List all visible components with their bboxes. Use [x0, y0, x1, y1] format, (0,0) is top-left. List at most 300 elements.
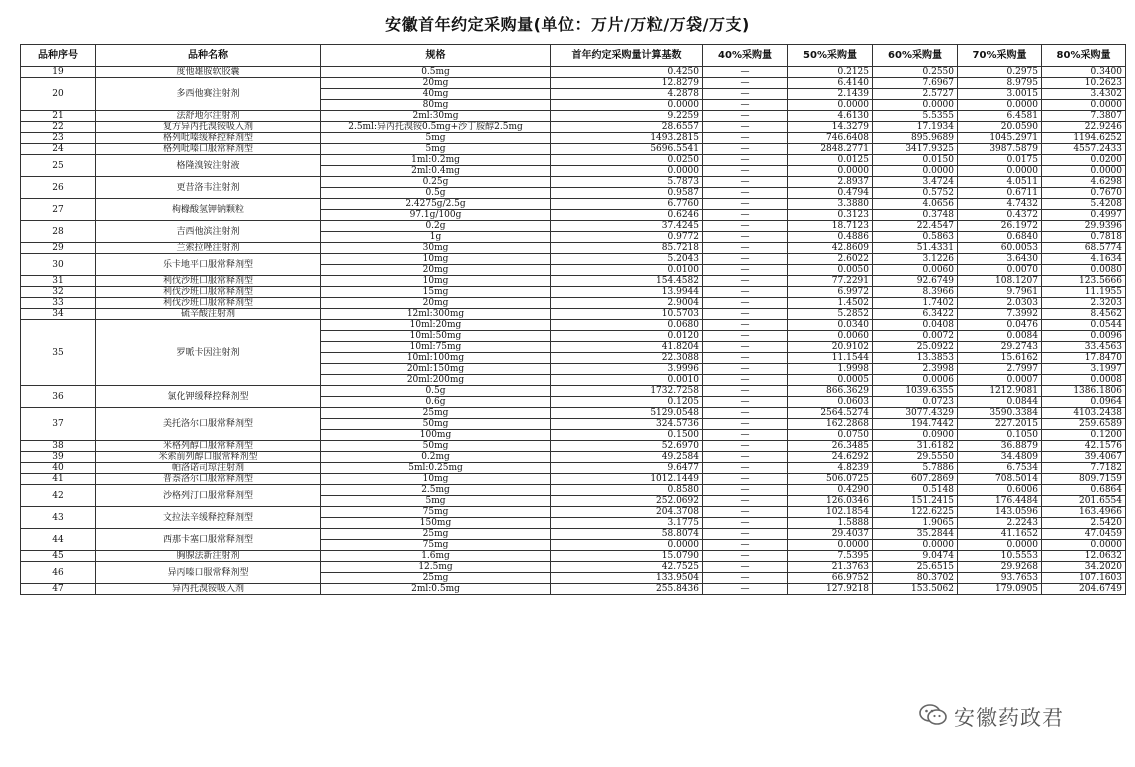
pct70-cell: 93.7653 [958, 573, 1042, 584]
pct80-cell: 0.0000 [1042, 100, 1126, 111]
spec-cell: 5ml:0.25mg [321, 463, 551, 474]
pct80-cell: 4.6298 [1042, 177, 1126, 188]
pct60-cell: 0.0060 [873, 265, 958, 276]
pct50-cell: 2.6022 [788, 254, 873, 265]
item-number: 38 [21, 441, 96, 452]
pct70-cell: 0.6006 [958, 485, 1042, 496]
header-cell: 首年约定采购量计算基数 [551, 45, 703, 67]
pct80-cell: 7.7182 [1042, 463, 1126, 474]
spec-cell: 2ml:30mg [321, 111, 551, 122]
pct50-cell: 506.0725 [788, 474, 873, 485]
spec-cell: 2ml:0.5mg [321, 584, 551, 595]
pct70-cell: 4.0511 [958, 177, 1042, 188]
drug-name: 利伐沙班口服常释剂型 [96, 298, 321, 309]
pct40-cell: — [703, 298, 788, 309]
table-row [21, 386, 1126, 397]
pct60-cell: 194.7442 [873, 419, 958, 430]
table-row [21, 441, 1126, 452]
table-row [21, 243, 1126, 254]
drug-name: 法舒地尔注射剂 [96, 111, 321, 122]
pct60-cell: 4.0656 [873, 199, 958, 210]
pct70-cell: 3987.5879 [958, 144, 1042, 155]
pct70-cell: 176.4484 [958, 496, 1042, 507]
pct70-cell: 708.5014 [958, 474, 1042, 485]
pct40-cell: — [703, 243, 788, 254]
pct40-cell: — [703, 452, 788, 463]
pct70-cell: 0.0000 [958, 166, 1042, 177]
base-quantity-cell: 0.0120 [551, 331, 703, 342]
pct50-cell: 0.0000 [788, 540, 873, 551]
pct50-cell: 2.8937 [788, 177, 873, 188]
pct40-cell: — [703, 342, 788, 353]
pct60-cell: 1039.6355 [873, 386, 958, 397]
pct60-cell: 0.5752 [873, 188, 958, 199]
spec-cell: 0.2mg [321, 452, 551, 463]
spec-cell: 80mg [321, 100, 551, 111]
spec-cell: 25mg [321, 573, 551, 584]
drug-name: 更昔洛韦注射剂 [96, 177, 321, 199]
header-cell: 60%采购量 [873, 45, 958, 67]
spec-cell: 12.5mg [321, 562, 551, 573]
spec-cell: 5mg [321, 133, 551, 144]
pct40-cell: — [703, 166, 788, 177]
table-row [21, 287, 1126, 298]
pct50-cell: 2564.5274 [788, 408, 873, 419]
pct50-cell: 1.4502 [788, 298, 873, 309]
spec-cell: 40mg [321, 89, 551, 100]
pct60-cell: 122.6225 [873, 507, 958, 518]
pct50-cell: 127.9218 [788, 584, 873, 595]
pct70-cell: 0.0175 [958, 155, 1042, 166]
pct80-cell: 7.3807 [1042, 111, 1126, 122]
base-quantity-cell: 5696.5541 [551, 144, 703, 155]
pct80-cell: 17.8470 [1042, 353, 1126, 364]
pct60-cell: 0.0900 [873, 430, 958, 441]
pct80-cell: 0.0200 [1042, 155, 1126, 166]
item-number: 26 [21, 177, 96, 199]
pct50-cell: 77.2291 [788, 276, 873, 287]
pct50-cell: 866.3629 [788, 386, 873, 397]
header-cell: 品种序号 [21, 45, 96, 67]
pct50-cell: 26.3485 [788, 441, 873, 452]
spec-cell: 20mg [321, 298, 551, 309]
table-row [21, 254, 1126, 265]
pct40-cell: — [703, 177, 788, 188]
pct70-cell: 2.7997 [958, 364, 1042, 375]
pct70-cell: 179.0905 [958, 584, 1042, 595]
base-quantity-cell: 49.2584 [551, 452, 703, 463]
pct50-cell: 0.0750 [788, 430, 873, 441]
pct80-cell: 34.2020 [1042, 562, 1126, 573]
pct80-cell: 0.7670 [1042, 188, 1126, 199]
spec-cell: 0.2g [321, 221, 551, 232]
base-quantity-cell: 2.9004 [551, 298, 703, 309]
procurement-table [20, 44, 1126, 595]
spec-cell: 2.4275g/2.5g [321, 199, 551, 210]
item-number: 32 [21, 287, 96, 298]
pct70-cell: 0.0844 [958, 397, 1042, 408]
pct40-cell: — [703, 386, 788, 397]
pct40-cell: — [703, 430, 788, 441]
pct60-cell: 3417.9325 [873, 144, 958, 155]
spec-cell: 25mg [321, 529, 551, 540]
pct60-cell: 895.9689 [873, 133, 958, 144]
pct80-cell: 33.4563 [1042, 342, 1126, 353]
spec-cell: 20mg [321, 265, 551, 276]
base-quantity-cell: 0.0000 [551, 166, 703, 177]
pct40-cell: — [703, 78, 788, 89]
pct60-cell: 0.0408 [873, 320, 958, 331]
pct40-cell: — [703, 518, 788, 529]
table-row [21, 309, 1126, 320]
item-number: 47 [21, 584, 96, 595]
pct50-cell: 102.1854 [788, 507, 873, 518]
pct50-cell: 746.6408 [788, 133, 873, 144]
pct60-cell: 0.0723 [873, 397, 958, 408]
spec-cell: 20mg [321, 78, 551, 89]
pct70-cell: 108.1207 [958, 276, 1042, 287]
table-row [21, 507, 1126, 518]
header-row [21, 45, 1126, 67]
pct70-cell: 41.1652 [958, 529, 1042, 540]
spec-cell: 10mg [321, 254, 551, 265]
pct40-cell: — [703, 441, 788, 452]
pct70-cell: 26.1972 [958, 221, 1042, 232]
pct40-cell: — [703, 89, 788, 100]
pct40-cell: — [703, 408, 788, 419]
pct80-cell: 39.4067 [1042, 452, 1126, 463]
pct60-cell: 151.2415 [873, 496, 958, 507]
drug-name: 乐卡地平口服常释剂型 [96, 254, 321, 276]
pct40-cell: — [703, 188, 788, 199]
pct40-cell: — [703, 199, 788, 210]
pct40-cell: — [703, 584, 788, 595]
table-row [21, 111, 1126, 122]
drug-name: 帕洛诺司琼注射剂 [96, 463, 321, 474]
pct80-cell: 0.6864 [1042, 485, 1126, 496]
item-number: 41 [21, 474, 96, 485]
pct70-cell: 36.8879 [958, 441, 1042, 452]
table-row [21, 320, 1126, 331]
pct40-cell: — [703, 562, 788, 573]
base-quantity-cell: 42.7525 [551, 562, 703, 573]
drug-name: 格列吡嗪口服常释剂型 [96, 144, 321, 155]
pct80-cell: 5.4208 [1042, 199, 1126, 210]
pct40-cell: — [703, 320, 788, 331]
pct60-cell: 17.1934 [873, 122, 958, 133]
pct40-cell: — [703, 67, 788, 78]
header-cell: 50%采购量 [788, 45, 873, 67]
pct50-cell: 0.0050 [788, 265, 873, 276]
pct60-cell: 25.6515 [873, 562, 958, 573]
drug-name: 沙格列汀口服常释剂型 [96, 485, 321, 507]
pct60-cell: 153.5062 [873, 584, 958, 595]
spec-cell: 75mg [321, 507, 551, 518]
base-quantity-cell: 15.0790 [551, 551, 703, 562]
pct50-cell: 6.9972 [788, 287, 873, 298]
pct60-cell: 6.3422 [873, 309, 958, 320]
pct40-cell: — [703, 540, 788, 551]
pct80-cell: 204.6749 [1042, 584, 1126, 595]
pct40-cell: — [703, 111, 788, 122]
table-row [21, 463, 1126, 474]
pct80-cell: 10.2623 [1042, 78, 1126, 89]
item-number: 28 [21, 221, 96, 243]
pct80-cell: 4557.2433 [1042, 144, 1126, 155]
pct80-cell: 0.3400 [1042, 67, 1126, 78]
item-number: 20 [21, 78, 96, 111]
pct50-cell: 126.0346 [788, 496, 873, 507]
item-number: 37 [21, 408, 96, 441]
pct40-cell: — [703, 232, 788, 243]
pct40-cell: — [703, 254, 788, 265]
pct40-cell: — [703, 331, 788, 342]
pct40-cell: — [703, 496, 788, 507]
pct70-cell: 6.4581 [958, 111, 1042, 122]
pct80-cell: 1194.6252 [1042, 133, 1126, 144]
pct70-cell: 34.4809 [958, 452, 1042, 463]
pct70-cell: 8.9795 [958, 78, 1042, 89]
pct70-cell: 1045.2971 [958, 133, 1042, 144]
table-row [21, 551, 1126, 562]
item-number: 36 [21, 386, 96, 408]
pct40-cell: — [703, 144, 788, 155]
pct50-cell: 0.0340 [788, 320, 873, 331]
pct70-cell: 3.0015 [958, 89, 1042, 100]
base-quantity-cell: 10.5703 [551, 309, 703, 320]
pct80-cell: 0.1200 [1042, 430, 1126, 441]
table-row [21, 529, 1126, 540]
item-number: 23 [21, 133, 96, 144]
base-quantity-cell: 6.7760 [551, 199, 703, 210]
pct70-cell: 0.0000 [958, 540, 1042, 551]
base-quantity-cell: 133.9504 [551, 573, 703, 584]
base-quantity-cell: 255.8436 [551, 584, 703, 595]
pct70-cell: 227.2015 [958, 419, 1042, 430]
pct60-cell: 0.0150 [873, 155, 958, 166]
base-quantity-cell: 324.5736 [551, 419, 703, 430]
spec-cell: 20ml:150mg [321, 364, 551, 375]
spec-cell: 150mg [321, 518, 551, 529]
pct50-cell: 0.0000 [788, 100, 873, 111]
base-quantity-cell: 5.2043 [551, 254, 703, 265]
page-title: 安徽首年约定采购量(单位：万片/万粒/万袋/万支) [385, 15, 750, 34]
spec-cell: 2.5mg [321, 485, 551, 496]
base-quantity-cell: 1732.7258 [551, 386, 703, 397]
base-quantity-cell: 28.6557 [551, 122, 703, 133]
pct80-cell: 0.0008 [1042, 375, 1126, 386]
pct70-cell: 3.6430 [958, 254, 1042, 265]
drug-name: 异丙托溴铵吸入剂 [96, 584, 321, 595]
pct60-cell: 13.3853 [873, 353, 958, 364]
item-number: 30 [21, 254, 96, 276]
drug-name: 胸腺法新注射剂 [96, 551, 321, 562]
pct70-cell: 6.7534 [958, 463, 1042, 474]
drug-name: 度他雄胺软胶囊 [96, 67, 321, 78]
pct80-cell: 12.0632 [1042, 551, 1126, 562]
pct60-cell: 8.3966 [873, 287, 958, 298]
spec-cell: 20ml:200mg [321, 375, 551, 386]
table-row [21, 67, 1126, 78]
pct40-cell: — [703, 419, 788, 430]
spec-cell: 75mg [321, 540, 551, 551]
spec-cell: 10ml:100mg [321, 353, 551, 364]
pct60-cell: 25.0922 [873, 342, 958, 353]
pct80-cell: 1386.1806 [1042, 386, 1126, 397]
pct80-cell: 123.5666 [1042, 276, 1126, 287]
pct40-cell: — [703, 287, 788, 298]
pct50-cell: 0.0603 [788, 397, 873, 408]
item-number: 22 [21, 122, 96, 133]
base-quantity-cell: 4.2878 [551, 89, 703, 100]
pct40-cell: — [703, 210, 788, 221]
pct40-cell: — [703, 551, 788, 562]
pct40-cell: — [703, 265, 788, 276]
spec-cell: 1g [321, 232, 551, 243]
pct40-cell: — [703, 353, 788, 364]
base-quantity-cell: 1493.2815 [551, 133, 703, 144]
item-number: 31 [21, 276, 96, 287]
base-quantity-cell: 154.4582 [551, 276, 703, 287]
drug-name: 多西他赛注射剂 [96, 78, 321, 111]
pct70-cell: 0.6840 [958, 232, 1042, 243]
pct50-cell: 66.9752 [788, 573, 873, 584]
pct70-cell: 29.2743 [958, 342, 1042, 353]
pct80-cell: 29.9396 [1042, 221, 1126, 232]
spec-cell: 15mg [321, 287, 551, 298]
item-number: 42 [21, 485, 96, 507]
pct70-cell: 2.2243 [958, 518, 1042, 529]
pct60-cell: 0.0006 [873, 375, 958, 386]
base-quantity-cell: 0.0100 [551, 265, 703, 276]
spec-cell: 0.6g [321, 397, 551, 408]
pct50-cell: 3.3880 [788, 199, 873, 210]
base-quantity-cell: 0.0250 [551, 155, 703, 166]
pct70-cell: 10.5553 [958, 551, 1042, 562]
pct80-cell: 2.5420 [1042, 518, 1126, 529]
item-number: 40 [21, 463, 96, 474]
base-quantity-cell: 52.6970 [551, 441, 703, 452]
pct50-cell: 0.2125 [788, 67, 873, 78]
pct40-cell: — [703, 100, 788, 111]
spec-cell: 50mg [321, 441, 551, 452]
drug-name: 米格列醇口服常释剂型 [96, 441, 321, 452]
drug-name: 异丙嗪口服常释剂型 [96, 562, 321, 584]
pct80-cell: 2.3203 [1042, 298, 1126, 309]
table-row [21, 584, 1126, 595]
table-row [21, 408, 1126, 419]
drug-name: 吉西他滨注射剂 [96, 221, 321, 243]
spec-cell: 25mg [321, 408, 551, 419]
drug-name: 枸橼酸氢钾钠颗粒 [96, 199, 321, 221]
header-cell: 40%采购量 [703, 45, 788, 67]
item-number: 39 [21, 452, 96, 463]
spec-cell: 2.5ml:异丙托溴铵0.5mg+沙丁胺醇2.5mg [321, 122, 551, 133]
pct50-cell: 0.0000 [788, 166, 873, 177]
base-quantity-cell: 58.8074 [551, 529, 703, 540]
pct80-cell: 68.5774 [1042, 243, 1126, 254]
table-row [21, 78, 1126, 89]
pct80-cell: 259.6589 [1042, 419, 1126, 430]
header-cell: 品种名称 [96, 45, 321, 67]
pct50-cell: 21.3763 [788, 562, 873, 573]
pct60-cell: 1.7402 [873, 298, 958, 309]
item-number: 29 [21, 243, 96, 254]
pct50-cell: 0.0005 [788, 375, 873, 386]
base-quantity-cell: 5129.0548 [551, 408, 703, 419]
table-row [21, 452, 1126, 463]
pct70-cell: 29.9268 [958, 562, 1042, 573]
pct80-cell: 163.4966 [1042, 507, 1126, 518]
pct80-cell: 0.0000 [1042, 166, 1126, 177]
pct70-cell: 0.0007 [958, 375, 1042, 386]
item-number: 25 [21, 155, 96, 177]
pct70-cell: 0.1050 [958, 430, 1042, 441]
base-quantity-cell: 9.6477 [551, 463, 703, 474]
drug-name: 文拉法辛缓释控释剂型 [96, 507, 321, 529]
base-quantity-cell: 1012.1449 [551, 474, 703, 485]
pct80-cell: 8.4562 [1042, 309, 1126, 320]
drug-name: 利伐沙班口服常释剂型 [96, 287, 321, 298]
pct80-cell: 4.1634 [1042, 254, 1126, 265]
base-quantity-cell: 0.9772 [551, 232, 703, 243]
base-quantity-cell: 0.6246 [551, 210, 703, 221]
item-number: 43 [21, 507, 96, 529]
pct50-cell: 0.4794 [788, 188, 873, 199]
pct70-cell: 0.0070 [958, 265, 1042, 276]
pct40-cell: — [703, 397, 788, 408]
table-row [21, 298, 1126, 309]
pct40-cell: — [703, 375, 788, 386]
pct50-cell: 0.0125 [788, 155, 873, 166]
base-quantity-cell: 252.0692 [551, 496, 703, 507]
spec-cell: 0.25g [321, 177, 551, 188]
table-row [21, 144, 1126, 155]
table-row [21, 122, 1126, 133]
pct40-cell: — [703, 507, 788, 518]
pct60-cell: 0.5863 [873, 232, 958, 243]
pct70-cell: 9.7961 [958, 287, 1042, 298]
pct70-cell: 0.0476 [958, 320, 1042, 331]
table-row [21, 474, 1126, 485]
pct80-cell: 0.0964 [1042, 397, 1126, 408]
pct50-cell: 4.6130 [788, 111, 873, 122]
pct50-cell: 4.8239 [788, 463, 873, 474]
pct40-cell: — [703, 155, 788, 166]
spec-cell: 10mg [321, 474, 551, 485]
base-quantity-cell: 0.9587 [551, 188, 703, 199]
item-number: 45 [21, 551, 96, 562]
spec-cell: 1ml:0.2mg [321, 155, 551, 166]
pct50-cell: 162.2868 [788, 419, 873, 430]
header-cell: 80%采购量 [1042, 45, 1126, 67]
pct80-cell: 0.0000 [1042, 540, 1126, 551]
pct60-cell: 0.3748 [873, 210, 958, 221]
pct60-cell: 3.4724 [873, 177, 958, 188]
pct70-cell: 4.7432 [958, 199, 1042, 210]
item-number: 24 [21, 144, 96, 155]
drug-name: 罗哌卡因注射剂 [96, 320, 321, 386]
pct50-cell: 29.4037 [788, 529, 873, 540]
pct80-cell: 809.7159 [1042, 474, 1126, 485]
pct50-cell: 0.0060 [788, 331, 873, 342]
pct50-cell: 42.8609 [788, 243, 873, 254]
pct50-cell: 0.3123 [788, 210, 873, 221]
table-row [21, 562, 1126, 573]
pct50-cell: 14.3279 [788, 122, 873, 133]
drug-name: 米索前列醇口服常释剂型 [96, 452, 321, 463]
base-quantity-cell: 5.7873 [551, 177, 703, 188]
